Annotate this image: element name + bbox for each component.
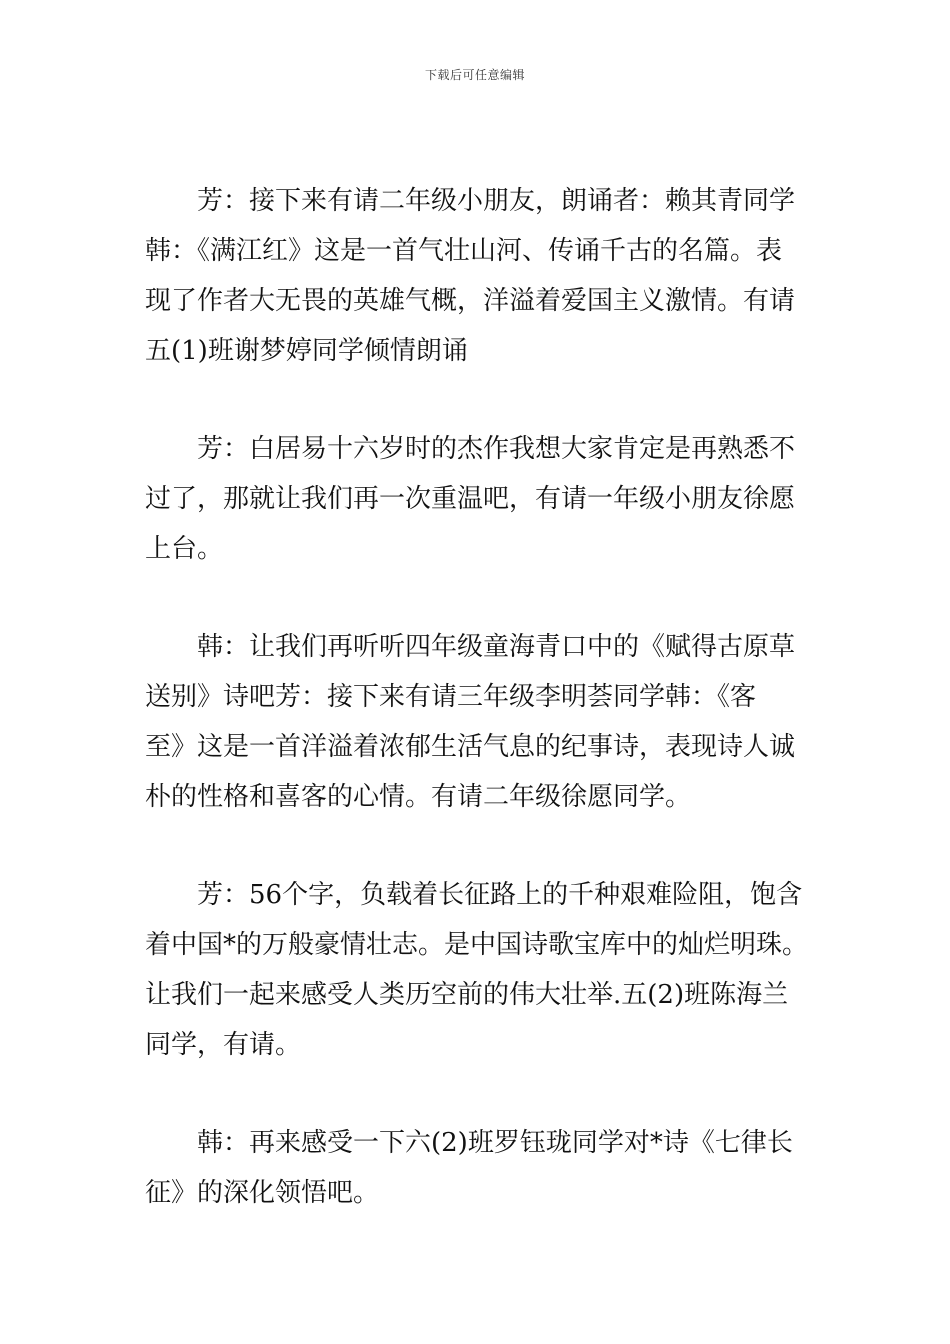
text-line: 着中国*的万般豪情壮志。是中国诗歌宝库中的灿烂明珠。 (145, 930, 809, 960)
text-line: 同学，有请。 (145, 1030, 302, 1060)
text-line: 送别》诗吧芳：接下来有请三年级李明荟同学韩：《客 (145, 682, 757, 712)
paragraph-1 (145, 176, 807, 376)
text-line: 五(1)班谢梦婷同学倾情朗诵 (145, 336, 468, 366)
text-line: 朴的性格和喜客的心情。有请二年级徐愿同学。 (145, 782, 692, 812)
text-line: 上台。 (145, 534, 224, 564)
document-body (145, 176, 807, 1218)
text-line: 芳：56个字，负载着长征路上的千种艰难险阻，饱含 (197, 880, 803, 910)
text-line: 韩：让我们再听听四年级童海青口中的《赋得古原草 (197, 632, 796, 662)
text-line: 至》这是一首洋溢着浓郁生活气息的纪事诗，表现诗人诚 (145, 732, 796, 762)
paragraph-3 (145, 622, 807, 822)
text-line: 征》的深化领悟吧。 (145, 1178, 380, 1208)
text-line: 韩：《满江红》这是一首气壮山河、传诵千古的名篇。表 (145, 236, 783, 266)
paragraph-4 (145, 870, 807, 1070)
text-line: 让我们一起来感受人类历空前的伟大壮举.五(2)班陈海兰 (145, 980, 789, 1010)
text-line: 韩：再来感受一下六(2)班罗钰珑同学对*诗《七律长 (197, 1128, 793, 1158)
text-line: 现了作者大无畏的英雄气概，洋溢着爱国主义激情。有请 (145, 286, 796, 316)
text-line: 过了，那就让我们再一次重温吧，有请一年级小朋友徐愿 (145, 484, 796, 514)
text-line: 芳：接下来有请二年级小朋友，朗诵者：赖其青同学 (197, 186, 796, 216)
text-line: 芳：白居易十六岁时的杰作我想大家肯定是再熟悉不 (197, 434, 796, 464)
page-header: 下载后可任意编辑 (424, 68, 525, 82)
paragraph-2 (145, 424, 807, 574)
paragraph-5 (145, 1118, 807, 1218)
